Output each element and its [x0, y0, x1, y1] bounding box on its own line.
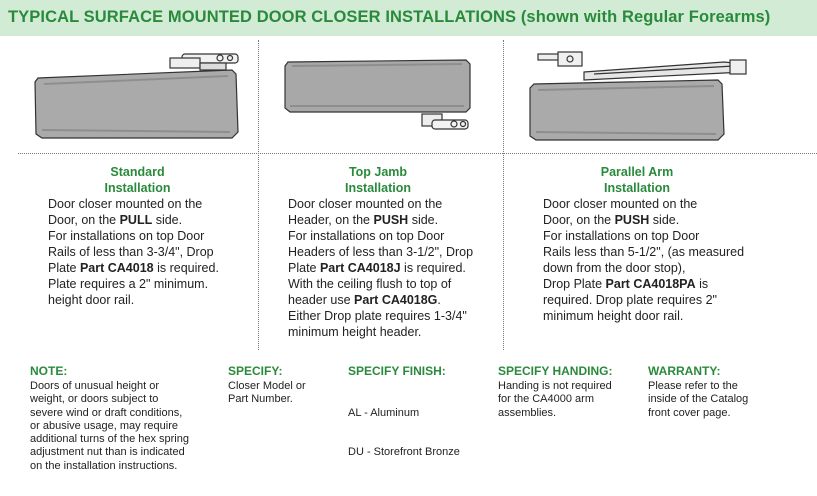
- note-line: additional turns of the hex spring: [30, 433, 189, 446]
- body-line: [48, 260, 219, 276]
- body-line: [288, 244, 473, 260]
- emphasis-text: Part CA4018J: [319, 261, 401, 275]
- warranty-line: inside of the Catalog: [648, 393, 749, 406]
- column-divider: [503, 40, 504, 350]
- title-line: Installation: [345, 181, 411, 195]
- emphasis-text: Part CA4018: [79, 261, 154, 275]
- body-line: [543, 276, 744, 292]
- title-line: Parallel Arm: [600, 165, 674, 179]
- standard-installation-text: [48, 196, 219, 308]
- text-run: For installations on top Door: [48, 229, 205, 243]
- standard-closer-illustration: [32, 44, 246, 142]
- note-text: [30, 380, 189, 473]
- body-line: [288, 196, 473, 212]
- specify-finish-text: [348, 380, 460, 473]
- specify-heading: SPECIFY:: [228, 364, 283, 378]
- top-jamb-closer-illustration: [282, 56, 476, 136]
- text-run: Door closer mounted on the: [48, 197, 203, 211]
- body-line: [543, 212, 744, 228]
- handing-line: for the CA4000 arm: [498, 393, 594, 406]
- title-line: Installation: [604, 181, 670, 195]
- top-jamb-installation-title: [308, 164, 448, 196]
- parallel-arm-installation-text: [543, 196, 744, 324]
- text-run: minimum height door rail.: [543, 309, 684, 323]
- body-line: [288, 212, 473, 228]
- text-run: Either Drop plate requires 1-3/4": [288, 309, 467, 323]
- body-line: [48, 196, 219, 212]
- text-run: required. Drop plate requires 2": [543, 293, 717, 307]
- top-jamb-installation-text: [288, 196, 473, 340]
- text-run: Door, on the: [543, 213, 615, 227]
- warranty-line: Please refer to the: [648, 380, 738, 392]
- body-line: [288, 324, 473, 340]
- text-run: With the ceiling flush to top of: [288, 277, 452, 291]
- text-run: is required.: [153, 261, 219, 275]
- title-banner: [0, 0, 817, 36]
- body-line: [543, 244, 744, 260]
- emphasis-text: Part CA4018PA: [605, 277, 696, 291]
- page-title: TYPICAL SURFACE MOUNTED DOOR CLOSER INSTALLATIONS (shown with Regular Forearms): [8, 8, 771, 26]
- text-run: For installations on top Door: [288, 229, 445, 243]
- text-run: minimum height header.: [288, 325, 422, 339]
- body-line: [48, 276, 219, 292]
- note-line: severe wind or draft conditions,: [30, 406, 183, 419]
- text-run: side.: [408, 213, 439, 227]
- text-run: For installations on top Door: [543, 229, 700, 243]
- specify-text: [228, 380, 306, 407]
- body-line: [543, 308, 744, 324]
- text-run: is required.: [400, 261, 466, 275]
- specify-finish-heading: SPECIFY FINISH:: [348, 364, 446, 378]
- note-line: Doors of unusual height or: [30, 380, 160, 392]
- body-line: [288, 228, 473, 244]
- finish-line: DU - Storefront Bronze: [348, 446, 460, 459]
- text-run: Door closer mounted on the: [543, 197, 698, 211]
- handing-line: Handing is not required: [498, 380, 612, 392]
- warranty-heading: WARRANTY:: [648, 364, 721, 378]
- text-run: is: [695, 277, 709, 291]
- text-run: Plate: [48, 261, 80, 275]
- text-run: Door, on the: [48, 213, 120, 227]
- warranty-text: [648, 380, 748, 420]
- text-run: .: [437, 293, 441, 307]
- body-line: [543, 196, 744, 212]
- title-line: Installation: [104, 181, 171, 195]
- text-run: Header, on the: [288, 213, 374, 227]
- finish-line: AL - Aluminum: [348, 406, 420, 419]
- parallel-arm-closer-illustration: [524, 50, 750, 142]
- body-line: [288, 276, 473, 292]
- note-line: on the installation instructions.: [30, 459, 178, 472]
- specify-handing-text: [498, 380, 612, 420]
- body-line: [48, 292, 219, 308]
- text-run: header use: [288, 293, 355, 307]
- body-line: [543, 260, 744, 276]
- note-line: weight, or doors subject to: [30, 393, 159, 406]
- title-line: Top Jamb: [348, 165, 408, 179]
- parallel-arm-installation-title: [567, 164, 707, 196]
- body-line: [543, 292, 744, 308]
- body-line: [288, 260, 473, 276]
- text-run: side.: [152, 213, 183, 227]
- text-run: side.: [649, 213, 680, 227]
- emphasis-text: PULL: [119, 213, 153, 227]
- text-run: Rails less than 5-1/2", (as measured: [543, 245, 745, 259]
- warranty-line: front cover page.: [648, 406, 731, 419]
- body-line: [288, 292, 473, 308]
- handing-line: assemblies.: [498, 406, 557, 419]
- text-run: height door rail.: [48, 293, 135, 307]
- column-divider: [258, 40, 259, 350]
- body-line: [48, 244, 219, 260]
- note-heading: NOTE:: [30, 364, 68, 378]
- specify-handing-heading: SPECIFY HANDING:: [498, 364, 613, 378]
- body-line: [543, 228, 744, 244]
- emphasis-text: PUSH: [373, 213, 409, 227]
- body-line: [48, 228, 219, 244]
- section-divider: [18, 153, 817, 154]
- emphasis-text: PUSH: [614, 213, 650, 227]
- text-run: Headers of less than 3-1/2", Drop: [288, 245, 474, 259]
- text-run: Plate requires a 2" minimum.: [48, 277, 209, 291]
- specify-line: Closer Model or: [228, 380, 306, 392]
- text-run: Drop Plate: [543, 277, 606, 291]
- note-line: or abusive usage, may require: [30, 419, 178, 432]
- specify-line: Part Number.: [228, 393, 293, 406]
- standard-installation-title: [70, 164, 205, 196]
- title-line: Standard: [110, 165, 165, 179]
- text-run: down from the door stop),: [543, 261, 686, 275]
- text-run: Plate: [288, 261, 320, 275]
- body-line: [48, 212, 219, 228]
- note-line: adjustment nut than is indicated: [30, 446, 185, 459]
- emphasis-text: Part CA4018G: [354, 293, 438, 307]
- text-run: Door closer mounted on the: [288, 197, 443, 211]
- text-run: Rails of less than 3-3/4", Drop: [48, 245, 214, 259]
- body-line: [288, 308, 473, 324]
